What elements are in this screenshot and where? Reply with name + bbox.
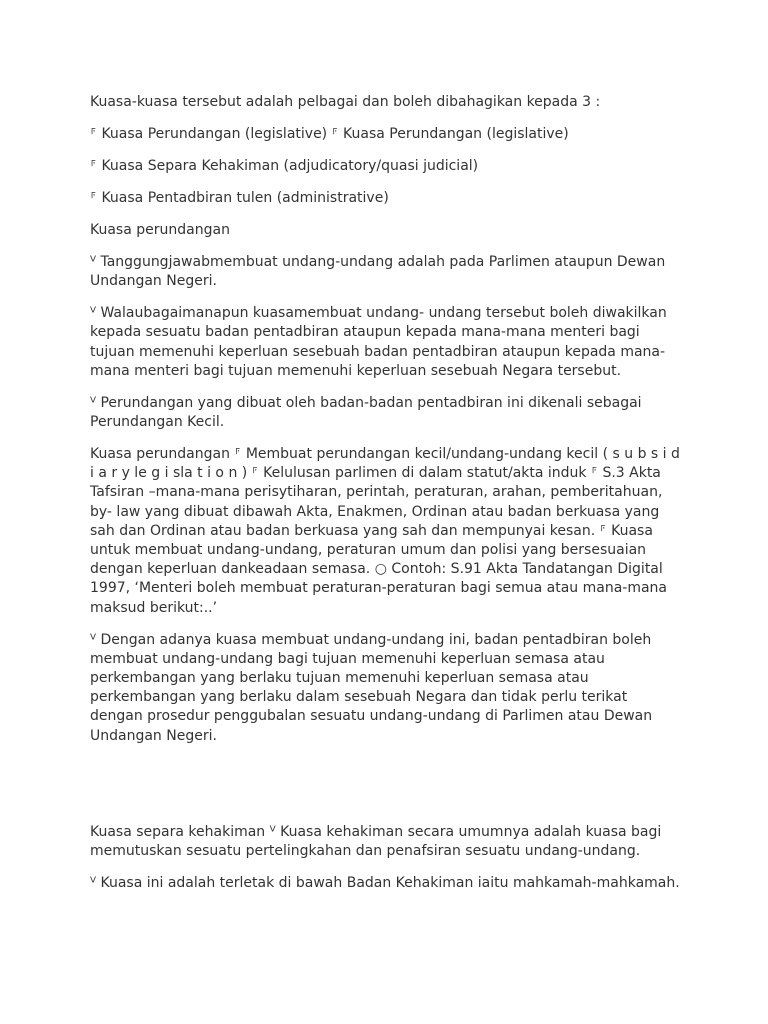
bullet-kuasa-perundangan: ⸁ Kuasa Perundangan (legislative) ⸁ Kuasa Perundangan (legislative) — [90, 126, 569, 142]
paragraph-dengan-adanya: ⱽ Dengan adanya kuasa membuat undang-undang ini, badan pentadbiran boleh membuat undang-undang bagi tujuan memenuhi keperluan semasa atau perkembangan yang berlaku tujuan memenuhi keperluan semasa atau perkembangan yang berlaku dalam sesebuah Negara dan tidak perlu terikat dengan prosedur penggubalan sesuatu undang-undang di Parlimen atau Dewan Undangan Negeri. — [90, 631, 653, 744]
paragraph-kuasa-perundangan-detail: Kuasa perundangan ⸁ Membuat perundangan kecil/undang-undang kecil ( s u b s i d i a r y le g i sla t i o n ) ⸁ Kelulusan parlimen di dalam statut/akta induk ⸁ S.3 Akta Tafsiran –mana-mana perisytiharan, perintah, peraturan, arahan, pemberitahuan, by- law yang dibuat dibawah Akta, Enakmen, Ordinan atau badan berkuasa yang sah dan Ordinan atau badan berkuasa yang sah dan mempunyai kesan. ⸁ Kuasa untuk membuat undang-undang, peraturan umum dan polisi yang bersesuaian dengan keperluan dankeadaan semasa. ○ Contoh: S.91 Akta Tandatangan Digital 1997, ‘Menteri boleh membuat peraturan-peraturan bagi semua atau mana-mana maksud berikut:..’ — [90, 446, 680, 616]
paragraph-walaubagaimanapun: ⱽ Walaubagaimanapun kuasamembuat undang- undang tersebut boleh diwakilkan kepada sesuatu badan pentadbiran ataupun kepada mana-mana menteri bagi tujuan memenuhi keperluan sesebuah badan pentadbiran ataupun kepada mana-mana menteri bagi tujuan memenuhi keperluan sesebuah Negara tersebut. — [90, 305, 667, 379]
bullet-kuasa-pentadbiran: ⸁ Kuasa Pentadbiran tulen (administrative) — [90, 190, 389, 206]
paragraph-perundangan-kecil: ⱽ Perundangan yang dibuat oleh badan-badan pentadbiran ini dikenali sebagai Perundangan Kecil. — [90, 394, 642, 431]
intro-paragraph: Kuasa-kuasa tersebut adalah pelbagai dan boleh dibahagikan kepada 3 : — [90, 94, 601, 110]
blank-space — [90, 759, 680, 823]
bullet-kuasa-separa-kehakiman: ⸁ Kuasa Separa Kehakiman (adjudicatory/quasi judicial) — [90, 158, 479, 174]
paragraph-tanggungjawab: ⱽ Tanggungjawabmembuat undang-undang adalah pada Parlimen ataupun Dewan Undangan Negeri. — [90, 254, 666, 290]
paragraph-kuasa-separa-kehakiman: Kuasa separa kehakiman ⱽ Kuasa kehakiman secara umumnya adalah kuasa bagi memutuskan sesuatu pertelingkahan dan penafsiran sesuatu undang-undang. — [90, 823, 662, 859]
section-heading-kuasa-perundangan: Kuasa perundangan — [90, 222, 230, 238]
document-page — [90, 93, 680, 906]
paragraph-badan-kehakiman: ⱽ Kuasa ini adalah terletak di bawah Badan Kehakiman iaitu mahkamah-mahkamah. — [90, 874, 680, 891]
